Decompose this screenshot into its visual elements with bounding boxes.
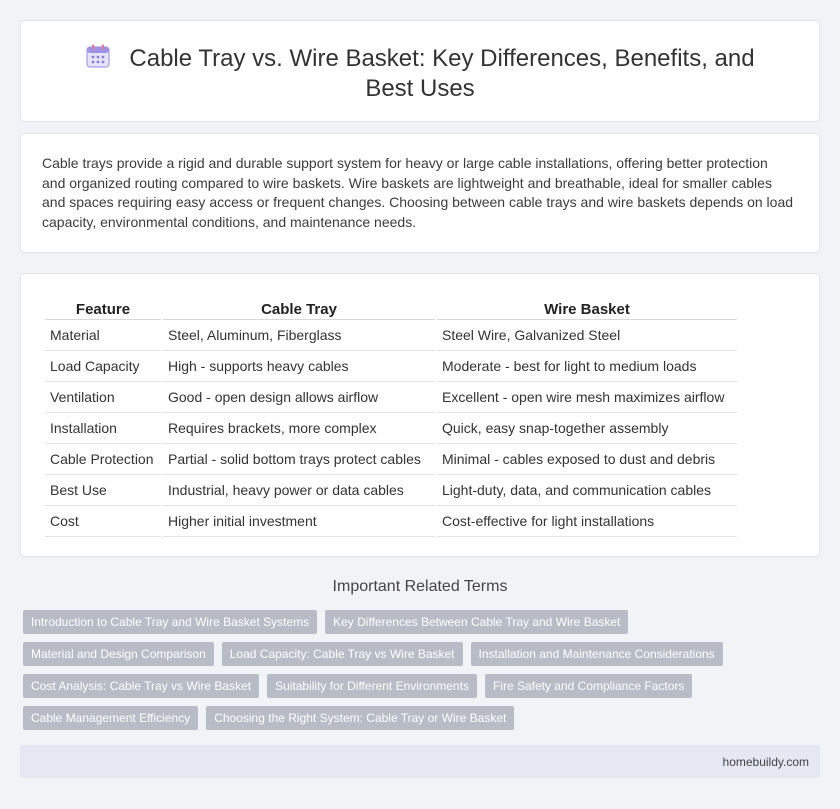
table-cell: Best Use xyxy=(45,475,161,506)
table-row xyxy=(45,444,737,475)
related-terms-heading: Important Related Terms xyxy=(332,578,508,595)
page-title-row xyxy=(61,43,779,104)
table-row xyxy=(45,382,737,413)
table-cell: Good - open design allows airflow xyxy=(163,382,435,413)
intro-paragraph: Cable trays provide a rigid and durable support system for heavy or large cable installations, offering better protection and organized routing compared to wire baskets. Wire baskets are lightweight and breathable, ideal for smaller cables and spaces requiring easy access or frequent changes. Choosing between cable trays and wire baskets depends on load capacity, environmental conditions, and maintenance needs. xyxy=(42,155,794,230)
comparison-table xyxy=(43,295,739,537)
related-term-tag[interactable]: Installation and Maintenance Considerations xyxy=(471,642,723,666)
table-cell: Moderate - best for light to medium loads xyxy=(437,351,737,382)
column-header-feature: Feature xyxy=(45,295,161,320)
table-cell: Higher initial investment xyxy=(163,506,435,537)
table-row xyxy=(45,413,737,444)
table-cell: Installation xyxy=(45,413,161,444)
related-term-tag[interactable]: Material and Design Comparison xyxy=(23,642,214,666)
table-cell: Steel Wire, Galvanized Steel xyxy=(437,320,737,351)
table-cell: Material xyxy=(45,320,161,351)
header-card xyxy=(20,20,820,122)
table-cell: Light-duty, data, and communication cables xyxy=(437,475,737,506)
intro-card xyxy=(20,133,820,253)
table-cell: Cable Protection xyxy=(45,444,161,475)
related-term-tag[interactable]: Load Capacity: Cable Tray vs Wire Basket xyxy=(222,642,463,666)
column-header-wire-basket: Wire Basket xyxy=(437,295,737,320)
related-term-tag[interactable]: Fire Safety and Compliance Factors xyxy=(485,674,692,698)
table-cell: Excellent - open wire mesh maximizes airflow xyxy=(437,382,737,413)
table-cell: Cost xyxy=(45,506,161,537)
footer xyxy=(20,745,820,778)
table-cell: High - supports heavy cables xyxy=(163,351,435,382)
table-row xyxy=(45,475,737,506)
table-row xyxy=(45,506,737,537)
table-cell: Cost-effective for light installations xyxy=(437,506,737,537)
footer-site-link[interactable]: homebuildy.com xyxy=(722,755,809,769)
page-title: Cable Tray vs. Wire Basket: Key Differences, Benefits, and Best Uses xyxy=(129,45,755,102)
table-row xyxy=(45,320,737,351)
related-term-tag[interactable]: Key Differences Between Cable Tray and Wire Basket xyxy=(325,610,628,634)
calendar-icon xyxy=(85,43,111,69)
table-header-row xyxy=(45,295,737,320)
related-term-tag[interactable]: Choosing the Right System: Cable Tray or Wire Basket xyxy=(206,706,514,730)
related-term-tag[interactable]: Cost Analysis: Cable Tray vs Wire Basket xyxy=(23,674,259,698)
table-cell: Steel, Aluminum, Fiberglass xyxy=(163,320,435,351)
table-row xyxy=(45,351,737,382)
table-cell: Quick, easy snap-together assembly xyxy=(437,413,737,444)
related-terms-list xyxy=(23,610,823,730)
table-cell: Requires brackets, more complex xyxy=(163,413,435,444)
table-cell: Load Capacity xyxy=(45,351,161,382)
related-term-tag[interactable]: Cable Management Efficiency xyxy=(23,706,198,730)
column-header-cable-tray: Cable Tray xyxy=(163,295,435,320)
related-term-tag[interactable]: Introduction to Cable Tray and Wire Basket Systems xyxy=(23,610,317,634)
table-cell: Partial - solid bottom trays protect cables xyxy=(163,444,435,475)
table-cell: Minimal - cables exposed to dust and debris xyxy=(437,444,737,475)
related-term-tag[interactable]: Suitability for Different Environments xyxy=(267,674,477,698)
table-cell: Ventilation xyxy=(45,382,161,413)
table-cell: Industrial, heavy power or data cables xyxy=(163,475,435,506)
comparison-table-card xyxy=(20,273,820,557)
